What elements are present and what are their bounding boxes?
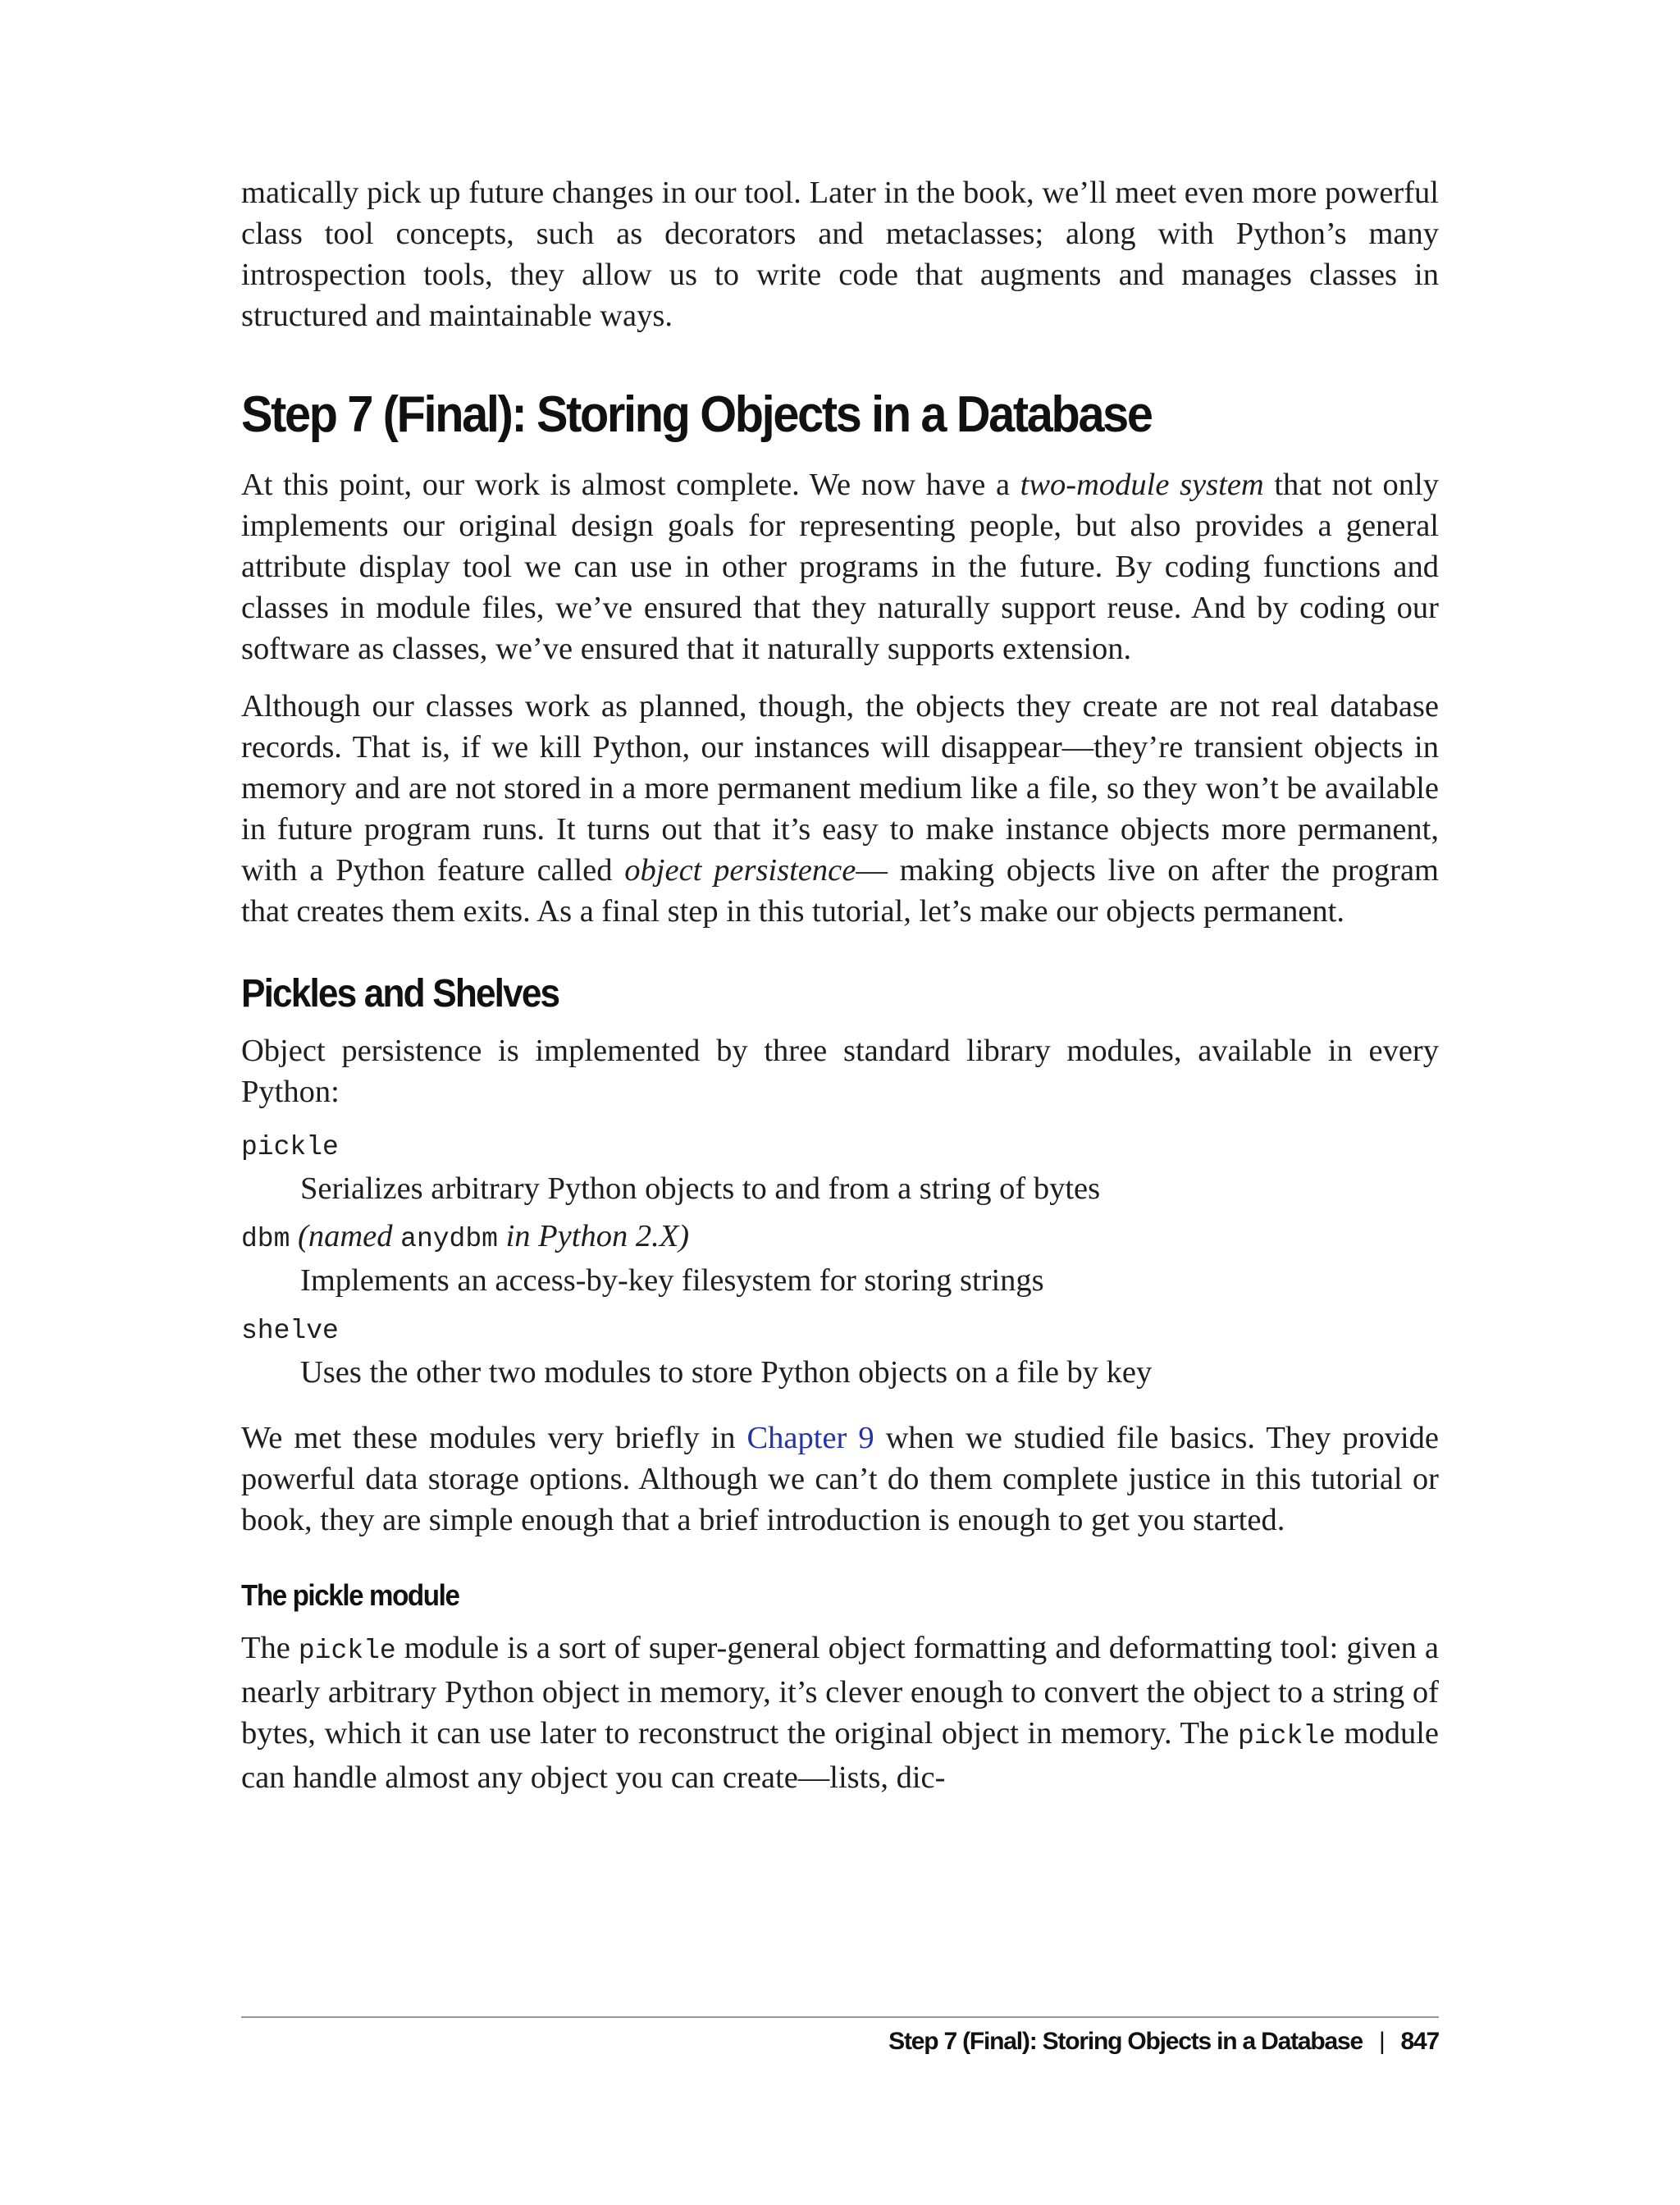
- subsection-paragraph: We met these modules very briefly in Chapter 9 when we studied file basics. They provide powerful data storage options. Although we can’t do them complete justice in this tutorial or book, they are simple enough that a brief introduction is enough to get you started.: [241, 1421, 1440, 1537]
- footer-separator: |: [1378, 2028, 1385, 2055]
- section-paragraph-2: Although our classes work as planned, though, the objects they create are not real database records. That is, if we kill Python, our instances will disappear—they’re transient objects in memory and are not stored in a more permanent medium like a file, so they won’t be available in future program runs. It turns out that it’s easy to make instance objects more permanent, with a Python feature called object persistence— making objects live on after the program that creates them exits. As a final step in this tutorial, let’s make our objects permanent.: [241, 689, 1439, 929]
- footer-rule: [241, 2016, 1439, 2018]
- emphasis-two-module-system: two-module system: [1020, 468, 1264, 502]
- emphasis-object-persistence: object persistence: [624, 853, 856, 888]
- running-title: Step 7 (Final): Storing Objects in a Database: [888, 2028, 1363, 2055]
- module-term-shelve: shelve: [241, 1316, 339, 1346]
- module-desc-pickle: Serializes arbitrary Python objects to and from a string of bytes: [300, 1171, 1101, 1206]
- page-body: [241, 172, 1439, 1798]
- page-number: 847: [1400, 2028, 1439, 2055]
- page-footer: [241, 2028, 1439, 2056]
- module-desc-dbm: Implements an access-by-key filesystem for storing strings: [300, 1263, 1044, 1298]
- module-term-pickle: pickle: [241, 1132, 339, 1162]
- module-list: [241, 1124, 1439, 1393]
- subsubsection-heading: The pickle module: [241, 1578, 459, 1612]
- module-desc-shelve: Uses the other two modules to store Python objects on a file by key: [300, 1355, 1153, 1390]
- pickle-module-paragraph: The pickle module is a sort of super-general object formatting and deformatting tool: given a nearly arbitrary Python object in memory, it’s clever enough to convert the object to a string of bytes, which it can use later to reconstruct the original object in memory. The pickle module can handle almost any object you can create—lists, dic-: [241, 1631, 1440, 1795]
- module-term-dbm: dbm (named anydbm in Python 2.X): [241, 1219, 690, 1254]
- section-paragraph-1: At this point, our work is almost complete. We now have a two-module system that not only implements our original design goals for representing people, but also provides a general attribute display tool we can use in other programs in the future. By coding functions and classes in module files, we’ve ensured that they naturally support reuse. And by coding our software as classes, we’ve ensured that it naturally supports extension.: [241, 468, 1439, 666]
- intro-paragraph: matically pick up future changes in our tool. Later in the book, we’ll meet even more powerful class tool concepts, such as decorators and metaclasses; along with Python’s many introspection tools, they allow us to write code that augments and manages classes in structured and maintainable ways.: [241, 176, 1439, 333]
- chapter-9-link[interactable]: Chapter 9: [746, 1421, 874, 1455]
- subsection-heading: Pickles and Shelves: [241, 972, 559, 1016]
- section-heading: Step 7 (Final): Storing Objects in a Database: [241, 386, 1152, 443]
- subsection-intro: Object persistence is implemented by three standard library modules, available in every Python:: [241, 1034, 1439, 1109]
